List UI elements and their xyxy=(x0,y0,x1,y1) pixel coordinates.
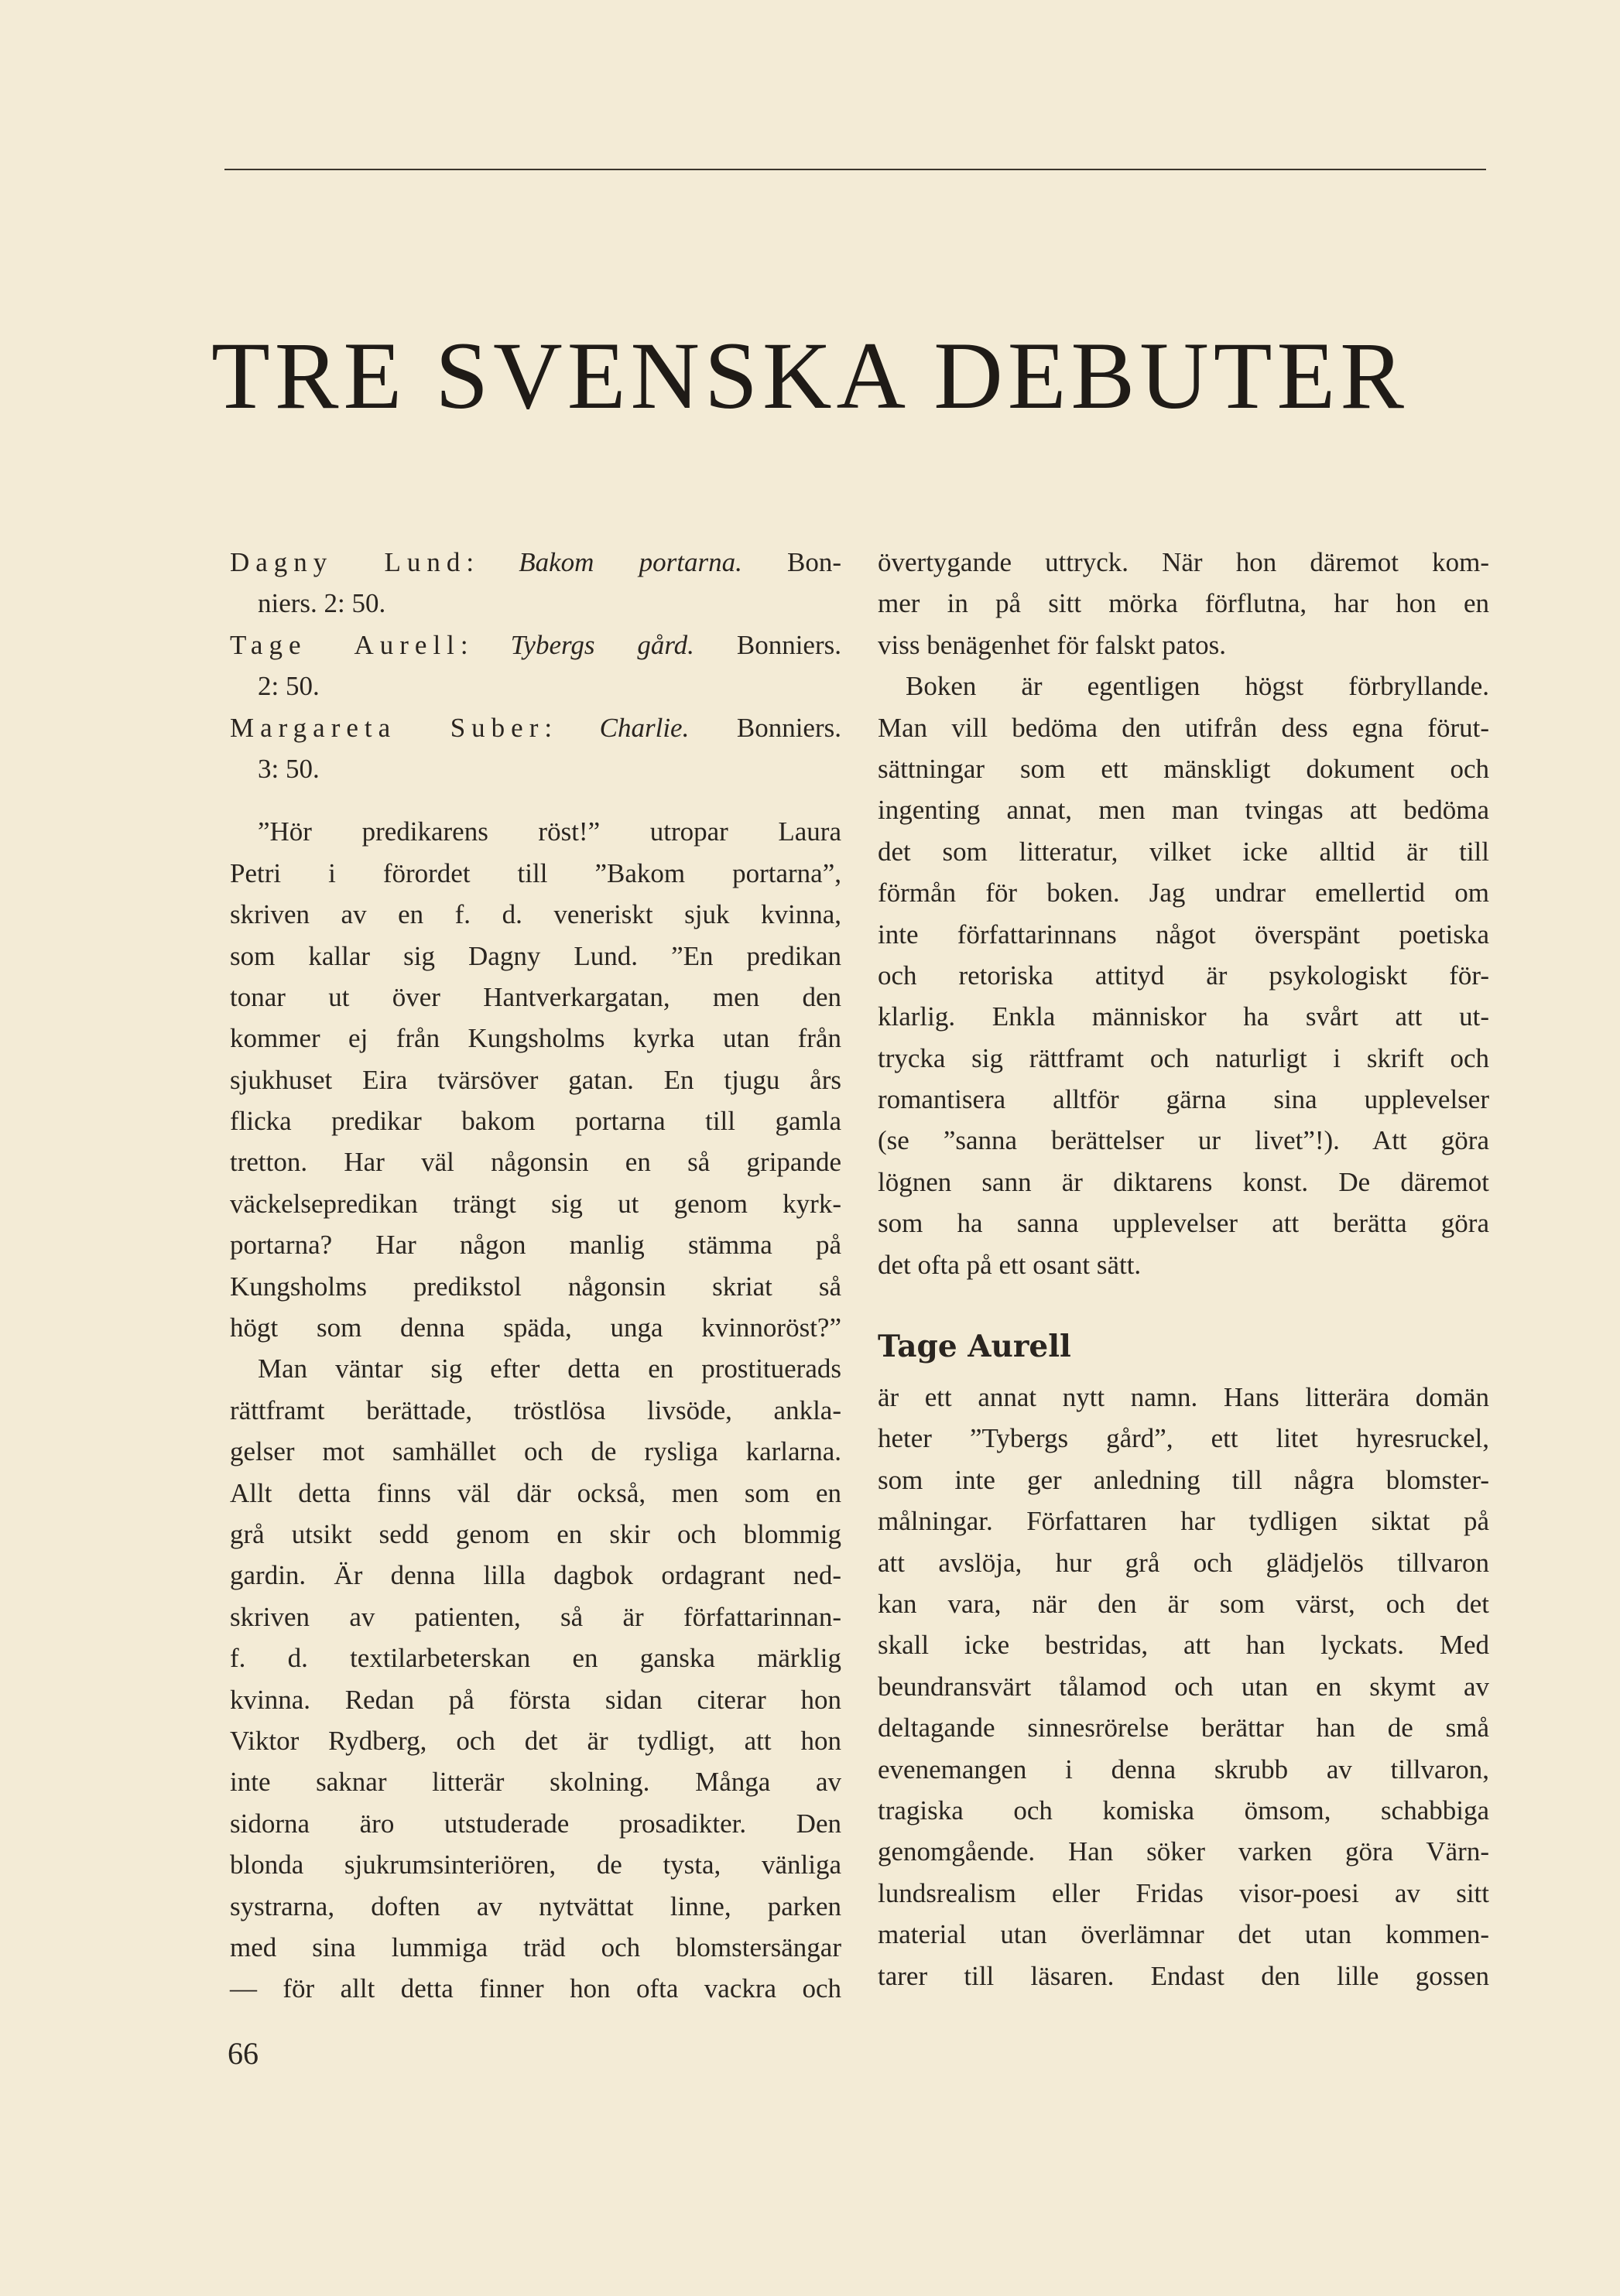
text-line: att avslöja, hur grå och glädjelös tillvaron xyxy=(878,1547,1489,1578)
text-line: tarer till läsaren. Endast den lille gossen xyxy=(878,1960,1489,1991)
text-line: det ofta på ett osant sätt. xyxy=(878,1249,1142,1280)
text-line: målningar. Författaren har tydligen siktat på xyxy=(878,1506,1489,1537)
bibliography-book-title: Bakom portarna. xyxy=(519,547,742,577)
text-line: trycka sig rättframt och naturligt i skrift och xyxy=(878,1042,1489,1073)
text-line: tonar ut över Hantverkargatan, men den xyxy=(230,981,841,1012)
text-line: sättningar som ett mänskligt dokument och xyxy=(878,753,1489,784)
left-body xyxy=(230,811,841,2009)
text-line: skall icke bestridas, att han lyckats. Med xyxy=(878,1630,1489,1661)
text-line: — för allt detta finner hon ofta vackra och xyxy=(230,1973,841,2004)
text-line: klarlig. Enkla människor ha svårt att ut- xyxy=(878,1001,1489,1032)
right-body-b xyxy=(878,1377,1489,1997)
text-line: ”Hör predikarens röst!” utropar Laura xyxy=(258,816,841,847)
text-line: material utan överlämnar det utan kommen- xyxy=(878,1919,1489,1950)
text-line: kvinna. Redan på första sidan citerar hon xyxy=(230,1684,841,1715)
text-line: som inte ger anledning till några blomster- xyxy=(878,1464,1489,1495)
left-column xyxy=(230,542,841,2010)
section-heading: Tage Aurell xyxy=(878,1329,1071,1365)
bibliography-publisher: Bon- xyxy=(787,547,841,577)
text-line: sjukhuset Eira tvärsöver gatan. En tjugu års xyxy=(230,1064,841,1095)
text-line: Man väntar sig efter detta en prostituerads xyxy=(258,1353,841,1384)
page-number: 66 xyxy=(228,2036,259,2071)
header-rule xyxy=(224,169,1486,170)
text-line: Viktor Rydberg, och det är tydligt, att hon xyxy=(230,1725,841,1756)
text-line: evenemangen i denna skrubb av tillvaron, xyxy=(878,1754,1489,1784)
text-line: som kallar sig Dagny Lund. ”En predikan xyxy=(230,940,841,971)
text-line: övertygande uttryck. När hon däremot kom- xyxy=(878,547,1489,577)
text-line: som ha sanna upplevelser att berätta göra xyxy=(878,1208,1489,1239)
bibliography-book-title: Tybergs gård. xyxy=(510,629,694,660)
text-line: kan vara, när den är som värst, och det xyxy=(878,1588,1489,1619)
text-line: skriven av patienten, så är författarinnan- xyxy=(230,1601,841,1632)
text-line: Allt detta finns väl där också, men som en xyxy=(230,1477,841,1508)
text-line: gardin. Är denna lilla dagbok ordagrant ned- xyxy=(230,1560,841,1591)
right-body-a xyxy=(878,542,1489,1285)
text-line: beundransvärt tålamod och utan en skymt av xyxy=(878,1671,1489,1702)
text-line: Petri i förordet till ”Bakom portarna”, xyxy=(230,857,841,888)
text-line: kommer ej från Kungsholms kyrka utan från xyxy=(230,1023,841,1054)
bibliography xyxy=(230,542,841,789)
text-line: ingenting annat, men man tvingas att bedöma xyxy=(878,795,1489,826)
text-line: inte saknar litterär skolning. Många av xyxy=(230,1767,841,1798)
bibliography-entry-cont: 2: 50. xyxy=(258,671,320,702)
text-line: med sina lummiga träd och blomstersängar xyxy=(230,1932,841,1962)
text-line: Kungsholms predikstol någonsin skriat så xyxy=(230,1271,841,1302)
bibliography-entry: Dagny Lund: Bakom portarna. Bon- xyxy=(230,547,841,577)
text-line: det som litteratur, vilket icke alltid är till xyxy=(878,836,1489,867)
text-line: inte författarinnans något överspänt poetiska xyxy=(878,919,1489,950)
text-line: heter ”Tybergs gård”, ett litet hyresruckel, xyxy=(878,1423,1489,1454)
text-line: och retoriska attityd är psykologiskt för- xyxy=(878,960,1489,991)
text-line: förmån för boken. Jag undrar emellertid om xyxy=(878,878,1489,908)
bibliography-author: Tage Aurell xyxy=(230,629,461,660)
text-line: skriven av en f. d. veneriskt sjuk kvinna, xyxy=(230,899,841,930)
bibliography-entry-cont: 3: 50. xyxy=(258,753,320,784)
right-column xyxy=(878,542,1489,1997)
text-line: gelser mot samhället och de rysliga karlarna. xyxy=(230,1436,841,1467)
text-line: tragiska och komiska ömsom, schabbiga xyxy=(878,1795,1489,1826)
text-line: grå utsikt sedd genom en skir och blommig xyxy=(230,1518,841,1549)
text-line: portarna? Har någon manlig stämma på xyxy=(230,1230,841,1261)
text-line: mer in på sitt mörka förflutna, har hon en xyxy=(878,588,1489,619)
text-line: genomgående. Han söker varken göra Värn- xyxy=(878,1836,1489,1867)
text-line: f. d. textilarbeterskan en ganska märklig xyxy=(230,1643,841,1674)
text-line: lögnen sann är diktarens konst. De däremot xyxy=(878,1166,1489,1197)
text-line: romantisera alltför gärna sina upplevelser xyxy=(878,1084,1489,1115)
text-line: systrarna, doften av nytvättat linne, parken xyxy=(230,1891,841,1921)
text-line: tretton. Har väl någonsin en så gripande xyxy=(230,1147,841,1178)
text-line: lundsrealism eller Fridas visor-poesi av sitt xyxy=(878,1877,1489,1908)
text-line: rättframt berättade, tröstlösa livsöde, ankla- xyxy=(230,1394,841,1425)
text-line: blonda sjukrumsinteriören, de tysta, vänliga xyxy=(230,1849,841,1880)
text-line: högt som denna späda, unga kvinnoröst?” xyxy=(230,1312,841,1343)
bibliography-author: Dagny Lund xyxy=(230,547,467,577)
text-line: är ett annat nytt namn. Hans litterära domän xyxy=(878,1382,1489,1413)
text-line: sidorna äro utstuderade prosadikter. Den xyxy=(230,1808,841,1839)
bibliography-book-title: Charlie. xyxy=(599,712,690,743)
text-line: flicka predikar bakom portarna till gamla xyxy=(230,1106,841,1137)
article-title: TRE SVENSKA DEBUTER xyxy=(211,323,1409,429)
bibliography-entry-cont: niers. 2: 50. xyxy=(258,588,386,619)
text-line: viss benägenhet för falskt patos. xyxy=(878,629,1227,660)
bibliography-entry: Margareta Suber: Charlie. Bonniers. xyxy=(230,712,841,743)
bibliography-entry: Tage Aurell: Tybergs gård. Bonniers. xyxy=(230,629,841,660)
text-line: Boken är egentligen högst förbryllande. xyxy=(906,671,1489,702)
text-line: deltagande sinnesrörelse berättar han de små xyxy=(878,1713,1489,1743)
text-line: (se ”sanna berättelser ur livet”!). Att göra xyxy=(878,1125,1489,1156)
bibliography-author: Margareta Suber xyxy=(230,712,545,743)
text-line: Man vill bedöma den utifrån dess egna förut- xyxy=(878,712,1489,743)
text-line: väckelsepredikan trängt sig ut genom kyrk- xyxy=(230,1188,841,1219)
